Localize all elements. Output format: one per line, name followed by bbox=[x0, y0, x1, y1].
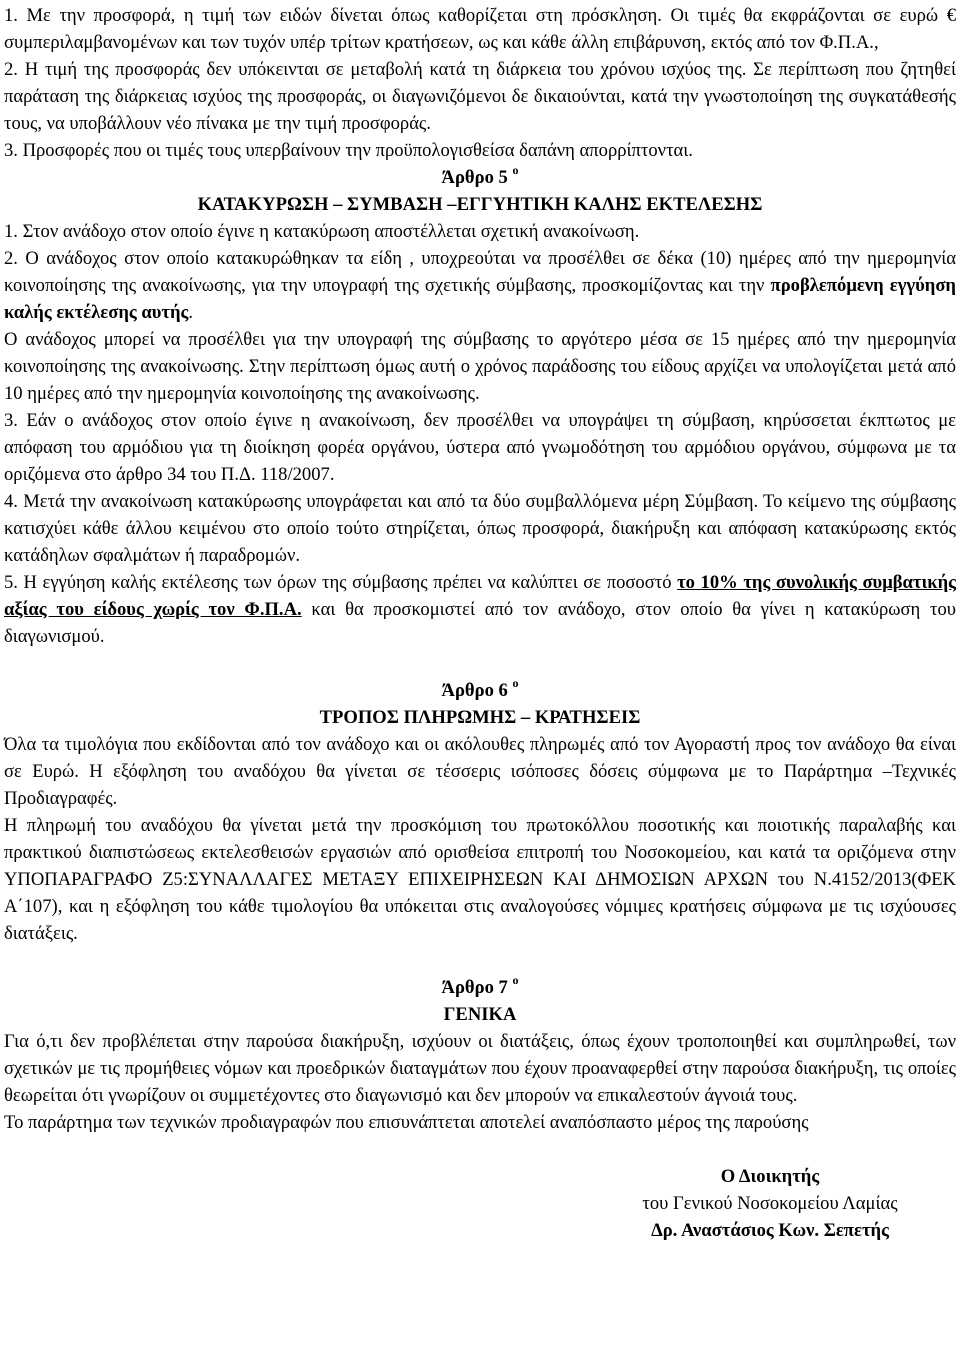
article-7-ordinal: ο bbox=[512, 972, 519, 987]
art7-paragraph-2: Το παράρτημα των τεχνικών προδιαγραφών που επισυνάπτεται αποτελεί αναπόσπαστο μέρος της παρούσης bbox=[4, 1112, 809, 1133]
signature-name: Δρ. Αναστάσιος Κων. Σεπετής bbox=[651, 1220, 889, 1241]
article-7-title: ΓΕΝΙΚΑ bbox=[443, 1004, 517, 1025]
article-5-heading bbox=[4, 164, 956, 191]
art4-item-2: 2. Η τιμή της προσφοράς δεν υπόκεινται σε μεταβολή κατά τη διάρκεια του χρόνου ισχύος της. Σε περίπτωση που ζητηθεί παράταση της διάρκειας ισχύος της προσφοράς, οι διαγωνιζόμενοι δε δικαιούνται, κατά την γνωστοποίηση της συγκατάθεσής τους, να υποβάλλουν νέο πίνακα με την τιμή προσφοράς. bbox=[4, 59, 956, 134]
art5-item-1: 1. Στον ανάδοχο στον οποίο έγινε η κατακύρωση αποστέλλεται σχετική ανακοίνωση. bbox=[4, 221, 640, 242]
art5-item-5-text: 5. Η εγγύηση καλής εκτέλεσης των όρων της σύμβασης πρέπει να καλύπτει σε ποσοστό bbox=[4, 572, 678, 593]
art5-item-2-text: 2. Ο ανάδοχος στον οποίο κατακυρώθηκαν τα είδη , υποχρεούται να προσέλθει σε δέκα (10) ημέρες από την ημερομηνία κοινοποίησης της ανακοίνωσης, για την υπογραφή της σχετικής σύμβασης, προσκομίζοντας και την bbox=[4, 248, 956, 296]
signature-org: του Γενικού Νοσοκομείου Λαμίας bbox=[642, 1193, 898, 1214]
art7-paragraph-1: Για ό,τι δεν προβλέπεται στην παρούσα διακήρυξη, ισχύουν οι διατάξεις, όπως έχουν τροποποιηθεί και συμπληρωθεί, των σχετικών με τις προμήθειες νόμων και προεδρικών διαταγμάτων που έχουν προαναφερθεί στην παρούσα διακήρυξη, τις οποίες θεωρείται ότι γνωρίζουν οι συμμετέχοντες στο διαγωνισμό και δεν μπορούν να επικαλεστούν άγνοιά τους. bbox=[4, 1031, 956, 1106]
art5-item-3: 3. Εάν ο ανάδοχος στον οποίο έγινε η ανακοίνωση, δεν προσέλθει να υπογράψει τη σύμβαση, κηρύσσεται έκπτωτος με απόφαση του αρμόδιου για τη διοίκηση φορέα οργάνου, ύστερα από γνωμοδότηση του αρμόδιου οργάνου, σύμφωνα με τα οριζόμενα στο άρθρο 34 του Π.Δ. 118/2007. bbox=[4, 410, 956, 485]
art4-item-3: 3. Προσφορές που οι τιμές τους υπερβαίνουν την προϋπολογισθείσα δαπάνη απορρίπτονται. bbox=[4, 140, 693, 161]
article-7-heading-text: Άρθρο 7 bbox=[441, 977, 508, 998]
art5-item-5-end: και θα προσκομιστεί από τον ανάδοχο, στον οποίο θα γίνει η κατακύρωση του διαγωνισμού. bbox=[4, 599, 956, 647]
art6-paragraph-1: Όλα τα τιμολόγια που εκδίδονται από τον ανάδοχο και οι ακόλουθες πληρωμές από τον Αγοραστή προς τον ανάδοχο θα είναι σε Ευρώ. Η εξόφληση του αναδόχου θα γίνεται σε τέσσερις ισόποσες δόσεις σύμφωνα με το Παράρτημα –Τεχνικές Προδιαγραφές. bbox=[4, 734, 956, 809]
art5-item-2-end: . bbox=[188, 302, 194, 323]
spacer bbox=[4, 947, 956, 974]
art5-item-5-bold: το 10% της συνολικής συμβατικής αξίας του είδους χωρίς τον Φ.Π.Α. bbox=[4, 572, 956, 620]
article-6-title: ΤΡΟΠΟΣ ΠΛΗΡΩΜΗΣ – ΚΡΑΤΗΣΕΙΣ bbox=[319, 707, 641, 728]
article-7-heading bbox=[4, 974, 956, 1001]
article-5-heading-text: Άρθρο 5 bbox=[441, 167, 508, 188]
article-6-ordinal: ο bbox=[512, 675, 519, 690]
spacer bbox=[4, 650, 956, 677]
signature-role: Ο Διοικητής bbox=[720, 1166, 820, 1187]
art5-item-2 bbox=[4, 245, 956, 326]
article-6-heading-text: Άρθρο 6 bbox=[441, 680, 508, 701]
art5-item-5 bbox=[4, 569, 956, 650]
art4-item-1: 1. Με την προσφορά, η τιμή των ειδών δίνεται όπως καθορίζεται στη πρόσκληση. Οι τιμές θα εκφράζονται σε ευρώ € συμπεριλαμβανομένων και των τυχόν υπέρ τρίτων κρατήσεων, ως και κάθε άλλη επιβάρυνση, εκτός από τον Φ.Π.Α., bbox=[4, 5, 956, 53]
article-5-title: ΚΑΤΑΚΥΡΩΣΗ – ΣΥΜΒΑΣΗ –ΕΓΓΥΗΤΙΚΗ ΚΑΛΗΣ ΕΚΤΕΛΕΣΗΣ bbox=[197, 194, 763, 215]
article-5-ordinal: ο bbox=[512, 162, 519, 177]
art5-item-2-bold: προβλεπόμενη εγγύηση καλής εκτέλεσης αυτής bbox=[4, 275, 956, 323]
spacer bbox=[4, 1136, 956, 1163]
art5-item-4: 4. Μετά την ανακοίνωση κατακύρωσης υπογράφεται και από τα δύο συμβαλλόμενα μέρη Σύμβαση. Το κείμενο της σύμβασης κατισχύει κάθε άλλου κειμένου στο οποίο τούτο στηρίζεται, όπως προσφορά, διακήρυξη και απόφαση κατακύρωσης εκτός κατάδηλων σφαλμάτων ή παραδρομών. bbox=[4, 491, 956, 566]
art5-item-2b: Ο ανάδοχος μπορεί να προσέλθει για την υπογραφή της σύμβασης το αργότερο μέσα σε 15 ημέρες από την ημερομηνία κοινοποίησης της ανακοίνωσης. Στην περίπτωση όμως αυτή ο χρόνος παράδοσης του είδους αρχίζει να υπολογίζεται μετά από 10 ημέρες από την ημερομηνία κοινοποίησης της ανακοίνωσης. bbox=[4, 329, 956, 404]
art6-paragraph-2: Η πληρωμή του αναδόχου θα γίνεται μετά την προσκόμιση του πρωτοκόλλου ποσοτικής και ποιοτικής παραλαβής και πρακτικού διαπιστώσεως εκτελεσθεισών εργασιών από ορισθείσα επιτροπή του Νοσοκομείου, και κατά τα οριζόμενα στην ΥΠΟΠΑΡΑΓΡΑΦΟ Ζ5:ΣΥΝΑΛΛΑΓΕΣ ΜΕΤΑΞΥ ΕΠΙΧΕΙΡΗΣΕΩΝ ΚΑΙ ΔΗΜΟΣΙΩΝ ΑΡΧΩΝ του Ν.4152/2013(ΦΕΚ Α΄107), και η εξόφληση του κάθε τιμολογίου θα υπόκειται στις αναλογούσες νόμιμες κρατήσεις σύμφωνα με τις ισχύουσες διατάξεις. bbox=[4, 815, 956, 944]
article-6-heading bbox=[4, 677, 956, 704]
